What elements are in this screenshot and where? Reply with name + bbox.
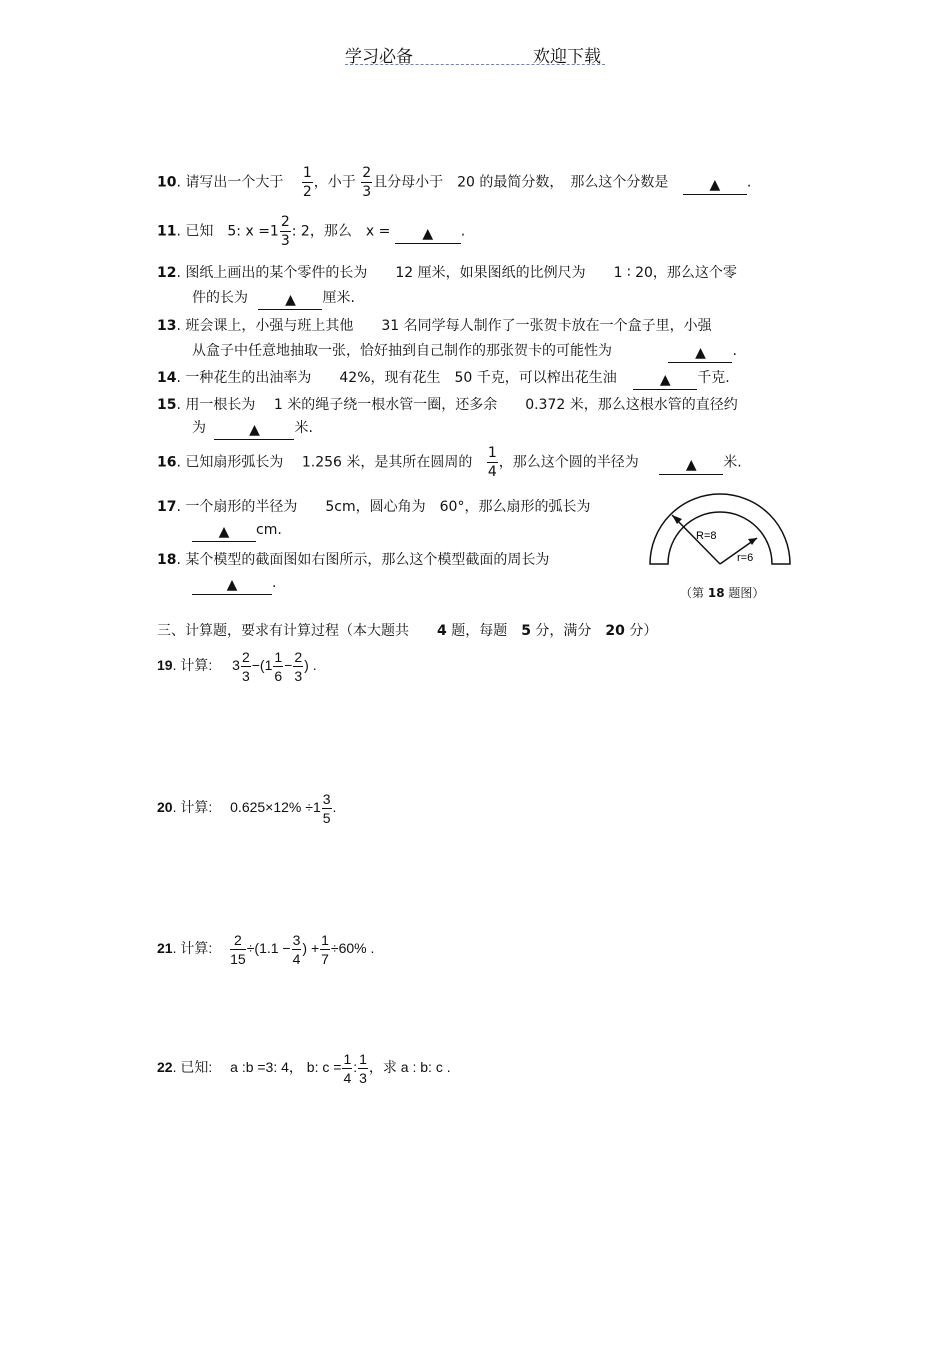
triangle-icon: ▲ xyxy=(685,456,697,473)
question-18 xyxy=(157,549,549,569)
denominator: 5 xyxy=(322,810,331,826)
question-13-line2 xyxy=(192,340,737,363)
question-15-line2 xyxy=(192,417,313,440)
math-text: : xyxy=(353,1059,358,1076)
header-left: 学习必备 xyxy=(345,47,413,67)
triangle-icon: ▲ xyxy=(285,292,296,308)
triangle-icon: ▲ xyxy=(218,524,230,540)
answer-blank[interactable] xyxy=(214,422,294,440)
question-number: 17 xyxy=(157,499,177,515)
denominator: 6 xyxy=(274,668,283,684)
question-text: . 班会课上，小强与班上其他 31 名同学每人制作了一张贺卡放在一个盒子里，小强 xyxy=(176,318,712,334)
question-15 xyxy=(157,394,738,414)
question-12 xyxy=(157,262,737,282)
section-text: 分，满分 xyxy=(535,623,592,639)
numerator: 2 xyxy=(230,931,246,950)
question-number: 12 xyxy=(157,265,177,281)
question-text: : 2，那么 x = xyxy=(291,223,391,240)
question-text: 从盒子中任意地抽取一张，恰好抽到自己制作的那张贺卡的可能性为 xyxy=(192,343,612,359)
punctuation: . xyxy=(272,575,277,591)
question-number: 16 xyxy=(157,454,177,471)
denominator: 3 xyxy=(241,668,250,684)
math-text: −(1 xyxy=(251,657,273,674)
fraction xyxy=(320,931,330,968)
question-17-line2 xyxy=(192,522,282,542)
math-text: 3 xyxy=(232,657,240,674)
question-number: 11 xyxy=(157,223,177,240)
answer-blank[interactable] xyxy=(395,226,461,244)
question-text: . 已知 5: x =1 xyxy=(176,223,279,240)
fraction xyxy=(302,164,313,201)
question-number: 20 xyxy=(157,799,173,816)
section-3-heading xyxy=(157,620,657,640)
denominator: 3 xyxy=(362,184,372,200)
denominator: 4 xyxy=(487,464,497,480)
section-number: 4 xyxy=(437,623,447,639)
numerator: 3 xyxy=(322,791,331,807)
section-number: 5 xyxy=(521,623,531,639)
question-19 xyxy=(157,648,317,685)
figure-caption xyxy=(680,584,764,601)
numerator: 1 xyxy=(343,1051,352,1067)
question-text: 且分母小于 20 的最简分数， 那么这个分数是 xyxy=(373,174,669,191)
denominator: 2 xyxy=(302,184,312,200)
fraction xyxy=(273,648,283,685)
question-14 xyxy=(157,367,730,390)
denominator: 3 xyxy=(359,1070,367,1086)
question-text: 为 xyxy=(192,420,206,436)
answer-blank[interactable] xyxy=(192,577,272,595)
question-18-line2 xyxy=(192,575,276,595)
denominator: 15 xyxy=(230,951,246,967)
fraction xyxy=(487,444,498,481)
question-text: 米. xyxy=(294,420,313,436)
triangle-icon: ▲ xyxy=(695,345,706,361)
section-text: 分） xyxy=(629,623,658,639)
section-number: 20 xyxy=(605,623,625,639)
denominator: 3 xyxy=(280,233,290,249)
triangle-icon: ▲ xyxy=(709,176,721,193)
question-text: 千克. xyxy=(697,370,730,386)
numerator: 1 xyxy=(359,1051,367,1067)
question-21 xyxy=(157,931,374,968)
fraction xyxy=(292,931,302,968)
triangle-icon: ▲ xyxy=(249,422,260,438)
caption-number: 18 xyxy=(707,586,725,600)
fraction xyxy=(293,648,303,685)
question-11 xyxy=(157,213,465,250)
question-text: . 已知扇形弧长为 1.256 米，是其所在圆周的 xyxy=(176,454,473,471)
answer-blank[interactable] xyxy=(192,524,256,542)
question-text: 件的长为 xyxy=(192,290,248,306)
numerator: 2 xyxy=(362,165,372,181)
numerator: 2 xyxy=(294,649,303,665)
question-17 xyxy=(157,496,590,516)
fraction xyxy=(361,164,372,201)
math-text: ，求 a : b: c . xyxy=(368,1059,451,1076)
caption-text: （第 xyxy=(680,586,705,600)
section-text: 三、计算题，要求有计算过程（本大题共 xyxy=(157,623,409,639)
triangle-icon: ▲ xyxy=(422,225,434,242)
question-number: 18 xyxy=(157,552,177,568)
question-text: ，那么这个圆的半径为 xyxy=(498,454,639,471)
section-text: 题，每题 xyxy=(451,623,508,639)
answer-blank[interactable] xyxy=(633,372,697,390)
question-20 xyxy=(157,790,336,827)
math-text: ÷60% . xyxy=(330,940,375,957)
question-text: ，小于 xyxy=(313,174,356,191)
denominator: 7 xyxy=(321,951,329,967)
question-number: 19 xyxy=(157,657,173,674)
numerator: 1 xyxy=(487,445,497,461)
question-text: . 一种花生的出油率为 42%，现有花生 50 千克，可以榨出花生油 xyxy=(176,370,617,386)
question-text: . 计算: xyxy=(172,657,213,674)
question-22 xyxy=(157,1050,451,1087)
math-text: ) + xyxy=(302,940,320,957)
fraction xyxy=(280,213,291,250)
question-text: . 某个模型的截面图如右图所示，那么这个模型截面的周长为 xyxy=(176,552,550,568)
fraction xyxy=(342,1050,352,1087)
semi-annulus-figure xyxy=(640,488,800,572)
page-header xyxy=(345,42,605,65)
answer-blank[interactable] xyxy=(683,177,747,195)
question-text: . 用一根长为 1 米的绳子绕一根水管一圈，还多余 0.372 米，那么这根水管的直径约 xyxy=(176,397,738,413)
question-text: 米. xyxy=(723,454,742,471)
math-text: a :b =3: 4， b: c = xyxy=(230,1059,342,1076)
answer-blank[interactable] xyxy=(258,292,322,310)
answer-blank[interactable] xyxy=(668,345,732,363)
fraction xyxy=(322,790,332,827)
question-number: 22 xyxy=(157,1059,173,1076)
question-10 xyxy=(157,164,751,201)
answer-blank[interactable] xyxy=(659,457,723,475)
fraction xyxy=(241,648,251,685)
small-radius-label: r=6 xyxy=(737,552,754,564)
punctuation: . xyxy=(732,343,737,359)
numerator: 1 xyxy=(302,165,312,181)
numerator: 2 xyxy=(241,649,250,665)
question-16 xyxy=(157,444,742,481)
question-text: . 已知: xyxy=(172,1059,213,1076)
punctuation: . xyxy=(746,174,752,191)
header-right: 欢迎下载 xyxy=(533,47,601,67)
question-number: 21 xyxy=(157,940,173,957)
fraction xyxy=(358,1050,368,1087)
triangle-icon: ▲ xyxy=(226,577,238,593)
question-number: 15 xyxy=(157,397,177,413)
numerator: 3 xyxy=(292,932,301,948)
punctuation: . xyxy=(460,223,466,240)
question-text: cm. xyxy=(256,522,282,538)
question-number: 13 xyxy=(157,318,177,334)
question-13 xyxy=(157,315,712,335)
denominator: 3 xyxy=(294,668,303,684)
math-text: 0.625×12% ÷1 xyxy=(230,799,321,816)
question-12-line2 xyxy=(192,287,355,310)
question-text: . 计算: xyxy=(172,940,213,957)
big-radius-label: R=8 xyxy=(696,530,717,542)
question-text: . 计算: xyxy=(172,799,213,816)
numerator: 1 xyxy=(274,649,283,665)
denominator: 4 xyxy=(343,1070,352,1086)
denominator: 4 xyxy=(292,951,301,967)
question-text: . 一个扇形的半径为 5cm，圆心角为 60°，那么扇形的弧长为 xyxy=(176,499,591,515)
numerator: 1 xyxy=(321,932,329,948)
question-text: . 请写出一个大于 xyxy=(176,174,284,191)
fraction xyxy=(230,931,246,968)
question-text: 厘米. xyxy=(322,290,355,306)
math-text: ÷(1.1 − xyxy=(246,940,291,957)
question-text: . 图纸上画出的某个零件的长为 12 厘米，如果图纸的比例尺为 1 ∶ 20，那么这个零 xyxy=(176,265,737,281)
math-text: . xyxy=(332,799,337,816)
caption-text: 题图） xyxy=(728,586,765,600)
math-text: ) . xyxy=(304,657,317,674)
question-number: 14 xyxy=(157,370,177,386)
math-text: − xyxy=(284,657,293,674)
triangle-icon: ▲ xyxy=(659,372,671,388)
question-number: 10 xyxy=(157,174,177,191)
numerator: 2 xyxy=(280,214,290,230)
